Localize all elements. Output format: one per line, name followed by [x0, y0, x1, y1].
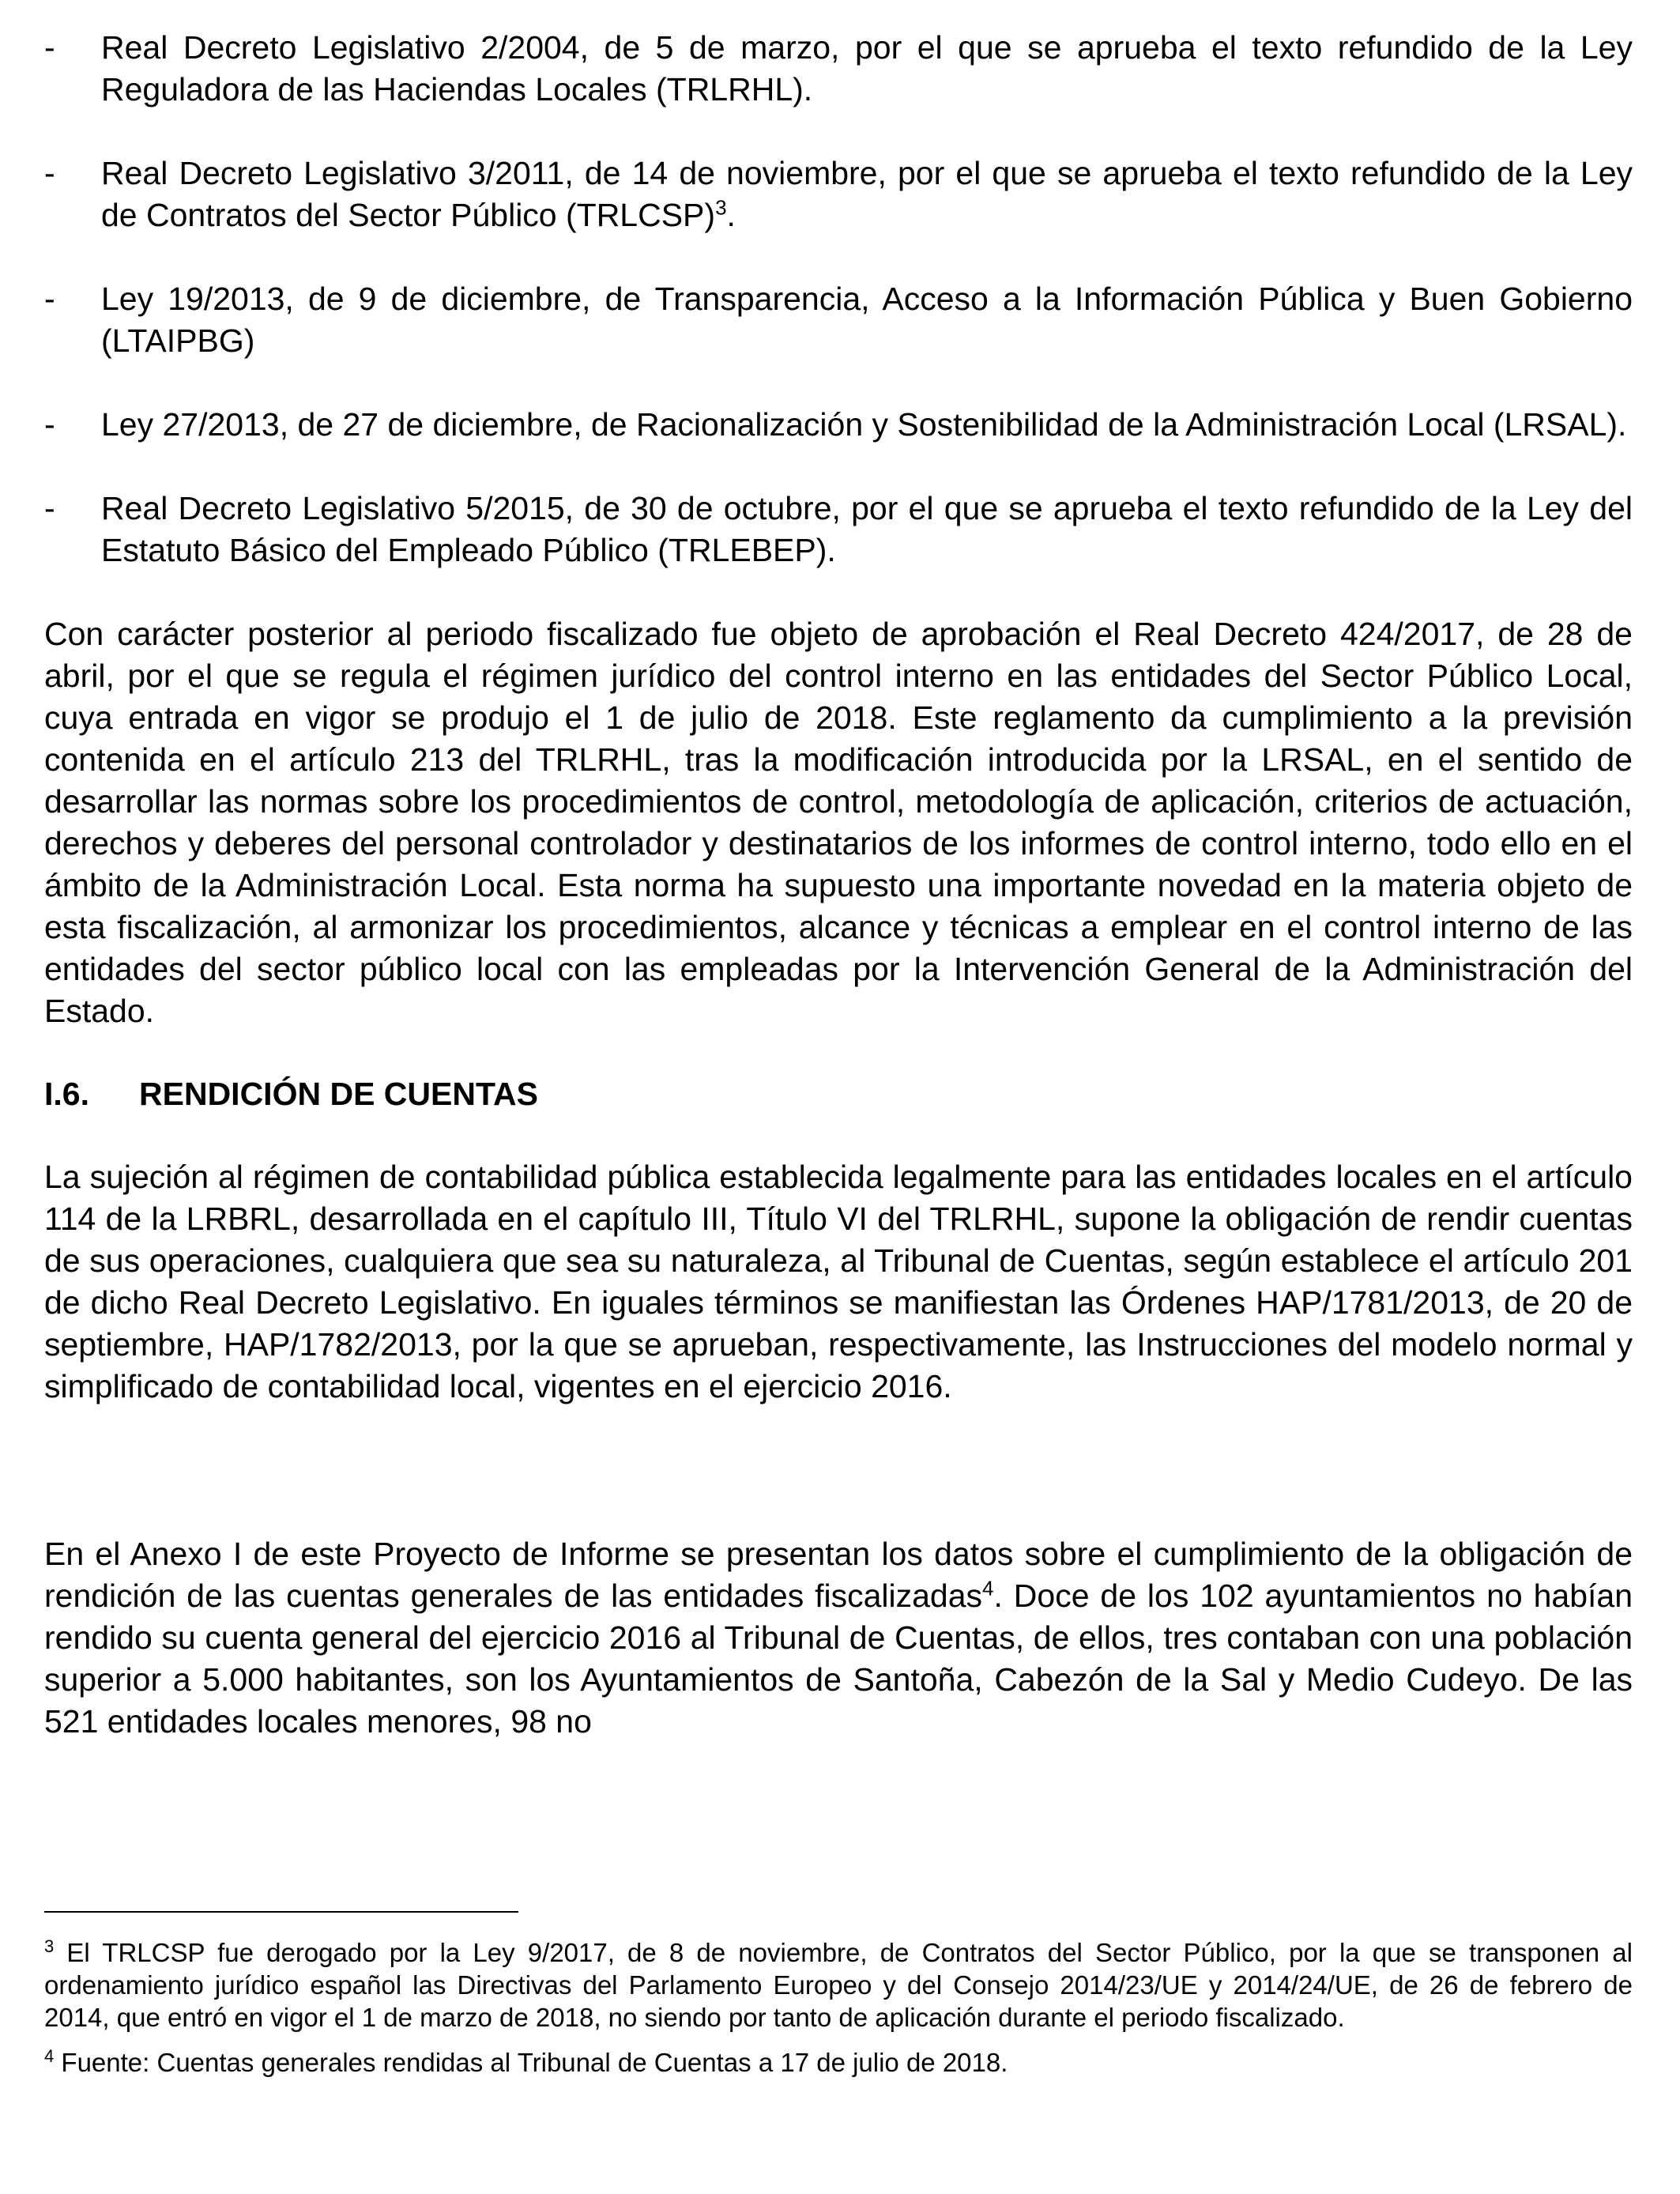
- footnote-text: El TRLCSP fue derogado por la Ley 9/2017, de 8 de noviembre, de Contratos del Sector Público, por la que se transponen al ordenamiento jurídico español las Directivas del Parlamento Europeo y del Consejo 2014/23/UE y 2014/24/UE, de 26 de febrero de 2014, que entró en vigor el 1 de marzo de 2018, no siendo por tanto de aplicación durante el periodo fiscalizado.: [44, 1938, 1633, 2032]
- footnote-ref[interactable]: 4: [982, 1576, 994, 1600]
- footnote-number: 4: [44, 2046, 55, 2066]
- footnote: [44, 2046, 1633, 2079]
- list-item: [44, 404, 1633, 446]
- paragraph-anexo-text: En el Anexo I de este Proyecto de Informe se presentan los datos sobre el cumplimiento de la obligación de rendición de las cuentas generales de las entidades fiscalizadas: [44, 1536, 1633, 1614]
- list-dash: -: [44, 155, 55, 191]
- document-page: [44, 27, 1633, 1743]
- list-item-text: Real Decreto Legislativo 3/2011, de 14 de noviembre, por el que se aprueba el texto refundido de la Ley de Contratos del Sector Público (TRLCSP): [101, 155, 1633, 233]
- list-dash: -: [44, 406, 55, 443]
- paragraph-control-interno: Con carácter posterior al periodo fiscalizado fue objeto de aprobación el Real Decreto 424/2017, de 28 de abril, por el que se regula el régimen jurídico del control interno en las entidades del Sector Público Local, cuya entrada en vigor se produjo el 1 de julio de 2018. Este reglamento da cumplimiento a la previsión contenida en el artículo 213 del TRLRHL, tras la modificación introducida por la LRSAL, en el sentido de desarrollar las normas sobre los procedimientos de control, metodología de aplicación, criterios de actuación, derechos y deberes del personal controlador y destinatarios de los informes de control interno, todo ello en el ámbito de la Administración Local. Esta norma ha supuesto una importante novedad en la materia objeto de esta fiscalización, al armonizar los procedimientos, alcance y técnicas a emplear en el control interno de las entidades del sector público local con las empleadas por la Intervención General de la Administración del Estado.: [44, 616, 1633, 1029]
- footnote-number: 3: [44, 1936, 55, 1956]
- footnotes: [44, 1936, 1633, 2091]
- list-item: [44, 278, 1633, 362]
- list-item: [44, 488, 1633, 571]
- list-item: [44, 27, 1633, 111]
- section-title: RENDICIÓN DE CUENTAS: [139, 1076, 538, 1112]
- list-item-text: Real Decreto Legislativo 2/2004, de 5 de marzo, por el que se aprueba el texto refundido de la Ley Reguladora de las Haciendas Locales (TRLRHL).: [101, 29, 1633, 107]
- footnote-separator: [44, 1911, 518, 1913]
- list-dash: -: [44, 281, 55, 317]
- list-item: [44, 153, 1633, 236]
- list-item-text: Real Decreto Legislativo 5/2015, de 30 de octubre, por el que se aprueba el texto refundido de la Ley del Estatuto Básico del Empleado Público (TRLEBEP).: [101, 490, 1633, 568]
- list-item-text-end: .: [726, 197, 736, 233]
- paragraph-anexo: [44, 1533, 1633, 1743]
- section-heading: [44, 1073, 1633, 1115]
- list-item-text: Ley 27/2013, de 27 de diciembre, de Racionalización y Sostenibilidad de la Administración Local (LRSAL).: [101, 406, 1627, 443]
- paragraph-anexo-text-end: . Doce de los 102 ayuntamientos no habían rendido su cuenta general del ejercicio 2016 al Tribunal de Cuentas, de ellos, tres contaban con una población superior a 5.000 habitantes, son los Ayuntamientos de Santoña, Cabezón de la Sal y Medio Cudeyo. De las 521 entidades locales menores, 98 no: [44, 1578, 1633, 1740]
- section-number: I.6.: [44, 1076, 89, 1112]
- blank-space: [44, 1408, 1633, 1533]
- list-item-text: Ley 19/2013, de 9 de diciembre, de Transparencia, Acceso a la Información Pública y Buen Gobierno (LTAIPBG): [101, 281, 1633, 359]
- list-dash: -: [44, 29, 55, 66]
- footnote-ref[interactable]: 3: [715, 195, 727, 220]
- legislation-list: [44, 27, 1633, 571]
- footnote: [44, 1936, 1633, 2034]
- footnote-text: Fuente: Cuentas generales rendidas al Tribunal de Cuentas a 17 de julio de 2018.: [54, 2048, 1008, 2077]
- list-dash: -: [44, 490, 55, 526]
- paragraph-rendicion: La sujeción al régimen de contabilidad pública establecida legalmente para las entidades locales en el artículo 114 de la LRBRL, desarrollada en el capítulo III, Título VI del TRLRHL, supone la obligación de rendir cuentas de sus operaciones, cualquiera que sea su naturaleza, al Tribunal de Cuentas, según establece el artículo 201 de dicho Real Decreto Legislativo. En iguales términos se manifiestan las Órdenes HAP/1781/2013, de 20 de septiembre, HAP/1782/2013, por la que se aprueban, respectivamente, las Instrucciones del modelo normal y simplificado de contabilidad local, vigentes en el ejercicio 2016.: [44, 1159, 1633, 1404]
